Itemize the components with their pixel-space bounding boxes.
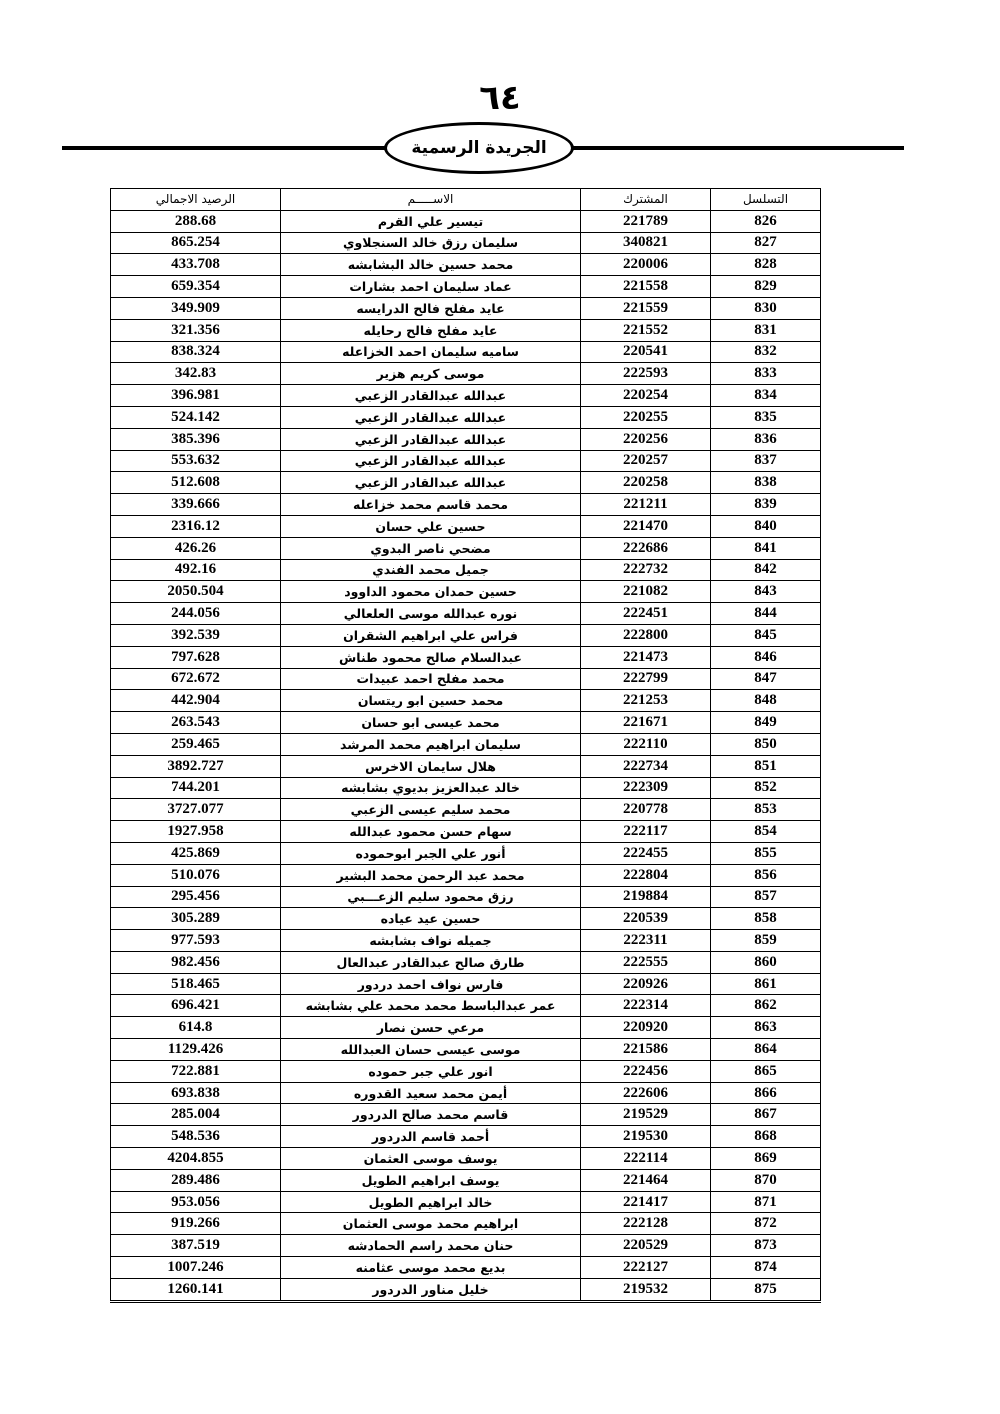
subscriber-cell: 219530 [581,1126,711,1148]
name-cell: سليمان رزق خالد السنجلاوي [281,232,581,254]
serial-cell: 859 [711,930,821,952]
balance-cell: 295.456 [111,886,281,908]
serial-cell: 844 [711,603,821,625]
balance-cell: 524.142 [111,406,281,428]
balance-cell: 2050.504 [111,581,281,603]
balance-cell: 349.909 [111,297,281,319]
balance-cell: 838.324 [111,341,281,363]
balance-cell: 339.666 [111,494,281,516]
balance-cell: 387.519 [111,1235,281,1257]
table-row [111,515,821,537]
column-header-total-balance: الرصيد الاجمالي [111,189,281,211]
table-row [111,1082,821,1104]
serial-cell: 853 [711,799,821,821]
subscriber-cell: 221082 [581,581,711,603]
subscriber-cell: 222128 [581,1213,711,1235]
table-row [111,1191,821,1213]
table-row [111,646,821,668]
name-cell: قاسم محمد صالح الدردور [281,1104,581,1126]
subscriber-cell: 222311 [581,930,711,952]
name-cell: بديع محمد موسى عثامنه [281,1257,581,1279]
gazette-title-oval [384,122,574,174]
serial-cell: 846 [711,646,821,668]
name-cell: عبدالله عبدالقادر الزعبي [281,472,581,494]
subscriber-cell: 221671 [581,712,711,734]
subscriber-cell: 222732 [581,559,711,581]
name-cell: رزق محمود سليم الزعـــبي [281,886,581,908]
serial-cell: 849 [711,712,821,734]
balance-cell: 919.266 [111,1213,281,1235]
name-cell: حسين عيد عياده [281,908,581,930]
subscriber-cell: 222606 [581,1082,711,1104]
table-row [111,930,821,952]
subscriber-cell: 221253 [581,690,711,712]
balance-cell: 722.881 [111,1060,281,1082]
subscriber-cell: 222686 [581,537,711,559]
balance-cell: 3892.727 [111,755,281,777]
subscriber-cell: 222127 [581,1257,711,1279]
column-header-name: الاســـــم [281,189,581,211]
table-row [111,494,821,516]
subscriber-cell: 220778 [581,799,711,821]
page-number: ٦٤ [479,78,521,118]
serial-cell: 848 [711,690,821,712]
balance-cell: 977.593 [111,930,281,952]
serial-cell: 828 [711,254,821,276]
balance-cell: 3727.077 [111,799,281,821]
name-cell: عبدالله عبدالقادر الزعبي [281,385,581,407]
table-row [111,995,821,1017]
table-body [111,210,821,1301]
table-row [111,603,821,625]
subscriber-cell: 219532 [581,1278,711,1301]
balance-cell: 426.26 [111,537,281,559]
serial-cell: 845 [711,624,821,646]
table-row [111,363,821,385]
name-cell: أنور علي الجبر ابوحموده [281,842,581,864]
subscriber-cell: 222110 [581,733,711,755]
name-cell: أحمد قاسم الدردور [281,1126,581,1148]
balance-cell: 865.254 [111,232,281,254]
name-cell: يوسف ابراهيم الطويل [281,1169,581,1191]
subscriber-cell: 220539 [581,908,711,930]
table-row [111,254,821,276]
serial-cell: 838 [711,472,821,494]
balance-cell: 285.004 [111,1104,281,1126]
balance-cell: 259.465 [111,733,281,755]
table-row [111,406,821,428]
name-cell: خالد عبدالعزيز بديوي بشابشه [281,777,581,799]
name-cell: عماد سليمان احمد بشارات [281,276,581,298]
balance-cell: 659.354 [111,276,281,298]
subscriber-cell: 222799 [581,668,711,690]
serial-cell: 857 [711,886,821,908]
serial-cell: 841 [711,537,821,559]
name-cell: عمر عبدالباسط محمد محمد علي بشابشه [281,995,581,1017]
subscriber-cell: 221464 [581,1169,711,1191]
subscriber-cell: 220257 [581,450,711,472]
name-cell: عبدالله عبدالقادر الزعبي [281,406,581,428]
balance-cell: 518.465 [111,973,281,995]
table-row [111,319,821,341]
serial-cell: 839 [711,494,821,516]
gazette-title: الجريدة الرسمية [411,138,547,158]
name-cell: ساميه سليمان احمد الخزاعله [281,341,581,363]
serial-cell: 830 [711,297,821,319]
serial-cell: 855 [711,842,821,864]
serial-cell: 862 [711,995,821,1017]
table-row [111,210,821,232]
table-row [111,450,821,472]
table-row [111,864,821,886]
balance-cell: 953.056 [111,1191,281,1213]
subscriber-cell: 220255 [581,406,711,428]
table-row [111,1017,821,1039]
subscriber-cell: 222456 [581,1060,711,1082]
balance-cell: 492.16 [111,559,281,581]
subscriber-cell: 220258 [581,472,711,494]
balance-cell: 385.396 [111,428,281,450]
table-row [111,1104,821,1126]
name-cell: عايد مفلح فالح رحايله [281,319,581,341]
name-cell: حسين حمدان محمود الداوود [281,581,581,603]
balance-cell: 425.869 [111,842,281,864]
subscriber-cell: 220541 [581,341,711,363]
name-cell: فارس نواف احمد دردور [281,973,581,995]
balance-cell: 614.8 [111,1017,281,1039]
balance-cell: 696.421 [111,995,281,1017]
serial-cell: 865 [711,1060,821,1082]
name-cell: موسى عيسى حسان العبدالله [281,1039,581,1061]
name-cell: سليمان ابراهيم محمد المرشد [281,733,581,755]
table-row [111,690,821,712]
name-cell: أيمن محمد سعيد القدوره [281,1082,581,1104]
table-row [111,973,821,995]
table-header-row [111,189,821,211]
serial-cell: 840 [711,515,821,537]
name-cell: محمد عبد الرحمن محمد البشير [281,864,581,886]
subscriber-cell: 221558 [581,276,711,298]
balance-cell: 672.672 [111,668,281,690]
serial-cell: 860 [711,951,821,973]
subscriber-cell: 222734 [581,755,711,777]
table-row [111,428,821,450]
name-cell: تيسير علي القرم [281,210,581,232]
serial-cell: 872 [711,1213,821,1235]
serial-cell: 871 [711,1191,821,1213]
table-row [111,232,821,254]
subscriber-cell: 220006 [581,254,711,276]
subscriber-cell: 222455 [581,842,711,864]
serial-cell: 842 [711,559,821,581]
subscriber-cell: 220254 [581,385,711,407]
subscriber-cell: 222114 [581,1148,711,1170]
table-row [111,1060,821,1082]
balance-cell: 510.076 [111,864,281,886]
serial-cell: 827 [711,232,821,254]
serial-cell: 843 [711,581,821,603]
serial-cell: 861 [711,973,821,995]
subscriber-cell: 221789 [581,210,711,232]
serial-cell: 836 [711,428,821,450]
balance-cell: 288.68 [111,210,281,232]
subscriber-cell: 222117 [581,821,711,843]
table-row [111,341,821,363]
subscriber-cell: 219884 [581,886,711,908]
subscriber-cell: 221473 [581,646,711,668]
subscriber-cell: 221417 [581,1191,711,1213]
serial-cell: 869 [711,1148,821,1170]
serial-cell: 832 [711,341,821,363]
name-cell: محمد قاسم محمد خزاعله [281,494,581,516]
subscriber-balance-table [110,188,821,1303]
table-row [111,733,821,755]
name-cell: هلال سايمان الاخرس [281,755,581,777]
name-cell: طارق صالح عبدالقادر عبدالعال [281,951,581,973]
name-cell: محمد عيسى ابو حسان [281,712,581,734]
name-cell: عبدالسلام صالح محمود طناش [281,646,581,668]
balance-cell: 433.708 [111,254,281,276]
serial-cell: 833 [711,363,821,385]
balance-cell: 305.289 [111,908,281,930]
table-row [111,1169,821,1191]
subscriber-cell: 222451 [581,603,711,625]
subscriber-cell: 219529 [581,1104,711,1126]
balance-cell: 392.539 [111,624,281,646]
serial-cell: 873 [711,1235,821,1257]
serial-cell: 829 [711,276,821,298]
subscriber-cell: 222309 [581,777,711,799]
table-row [111,472,821,494]
balance-cell: 693.838 [111,1082,281,1104]
serial-cell: 852 [711,777,821,799]
serial-cell: 850 [711,733,821,755]
table-row [111,1039,821,1061]
serial-cell: 867 [711,1104,821,1126]
table-row [111,799,821,821]
balance-cell: 548.536 [111,1126,281,1148]
balance-cell: 1260.141 [111,1278,281,1301]
name-cell: جميله نواف بشابشه [281,930,581,952]
balance-cell: 244.056 [111,603,281,625]
serial-cell: 826 [711,210,821,232]
balance-cell: 321.356 [111,319,281,341]
subscriber-cell: 222800 [581,624,711,646]
serial-cell: 866 [711,1082,821,1104]
column-header-serial: التسلسل [711,189,821,211]
subscriber-cell: 222314 [581,995,711,1017]
name-cell: حسين علي حسان [281,515,581,537]
balance-cell: 396.981 [111,385,281,407]
serial-cell: 864 [711,1039,821,1061]
table-row [111,537,821,559]
serial-cell: 868 [711,1126,821,1148]
table-row [111,1213,821,1235]
subscriber-cell: 220920 [581,1017,711,1039]
balance-cell: 797.628 [111,646,281,668]
subscriber-cell: 340821 [581,232,711,254]
balance-cell: 982.456 [111,951,281,973]
serial-cell: 835 [711,406,821,428]
name-cell: خالد ابراهيم الطويل [281,1191,581,1213]
serial-cell: 831 [711,319,821,341]
serial-cell: 851 [711,755,821,777]
name-cell: جميل محمد الفندي [281,559,581,581]
balance-cell: 263.543 [111,712,281,734]
serial-cell: 856 [711,864,821,886]
table-row [111,908,821,930]
name-cell: محمد مفلح احمد عبيدات [281,668,581,690]
table-row [111,668,821,690]
name-cell: سهام حسن محمود عبدالله [281,821,581,843]
name-cell: مضحي ناصر البدوي [281,537,581,559]
name-cell: موسى كريم هزير [281,363,581,385]
serial-cell: 847 [711,668,821,690]
name-cell: يوسف موسى العثمان [281,1148,581,1170]
balance-cell: 2316.12 [111,515,281,537]
balance-cell: 744.201 [111,777,281,799]
table-row [111,712,821,734]
subscriber-cell: 222555 [581,951,711,973]
table-row [111,1235,821,1257]
name-cell: محمد حسين ابو ريتسان [281,690,581,712]
table-row [111,581,821,603]
balance-cell: 1927.958 [111,821,281,843]
name-cell: خليل مناور الدردور [281,1278,581,1301]
column-header-subscriber: المشترك [581,189,711,211]
table-row [111,886,821,908]
serial-cell: 854 [711,821,821,843]
name-cell: نوره عبدالله موسى العلعالي [281,603,581,625]
table-row [111,1126,821,1148]
table-row [111,385,821,407]
serial-cell: 874 [711,1257,821,1279]
subscriber-cell: 222804 [581,864,711,886]
balance-cell: 553.632 [111,450,281,472]
balance-cell: 442.904 [111,690,281,712]
name-cell: فراس علي ابراهيم الشقران [281,624,581,646]
table-row [111,842,821,864]
balance-cell: 512.608 [111,472,281,494]
table-row [111,951,821,973]
name-cell: مرعي حسن نصار [281,1017,581,1039]
table-row [111,297,821,319]
table-row [111,1148,821,1170]
subscriber-cell: 221552 [581,319,711,341]
subscriber-cell: 220926 [581,973,711,995]
table-row [111,777,821,799]
serial-cell: 858 [711,908,821,930]
table-row [111,276,821,298]
table-row [111,755,821,777]
table-row [111,1257,821,1279]
table-row [111,821,821,843]
subscriber-cell: 221211 [581,494,711,516]
subscriber-cell: 222593 [581,363,711,385]
name-cell: عايد مفلح فالح الدرايسه [281,297,581,319]
name-cell: محمد سليم عيسى الزعبي [281,799,581,821]
table-row [111,1278,821,1301]
balance-cell: 342.83 [111,363,281,385]
table-row [111,624,821,646]
balance-cell: 1007.246 [111,1257,281,1279]
name-cell: حنان محمد راسم الحمادشه [281,1235,581,1257]
name-cell: ابراهيم محمد موسى العثمان [281,1213,581,1235]
table-row [111,559,821,581]
subscriber-cell: 221470 [581,515,711,537]
serial-cell: 834 [711,385,821,407]
name-cell: عبدالله عبدالقادر الزعبي [281,450,581,472]
serial-cell: 837 [711,450,821,472]
serial-cell: 870 [711,1169,821,1191]
name-cell: محمد حسين خالد البشابشه [281,254,581,276]
subscriber-cell: 220529 [581,1235,711,1257]
balance-cell: 4204.855 [111,1148,281,1170]
name-cell: عبدالله عبدالقادر الزعبي [281,428,581,450]
balance-cell: 1129.426 [111,1039,281,1061]
name-cell: انور علي جبر حموده [281,1060,581,1082]
serial-cell: 863 [711,1017,821,1039]
subscriber-cell: 221586 [581,1039,711,1061]
subscriber-cell: 220256 [581,428,711,450]
serial-cell: 875 [711,1278,821,1301]
subscriber-cell: 221559 [581,297,711,319]
balance-cell: 289.486 [111,1169,281,1191]
